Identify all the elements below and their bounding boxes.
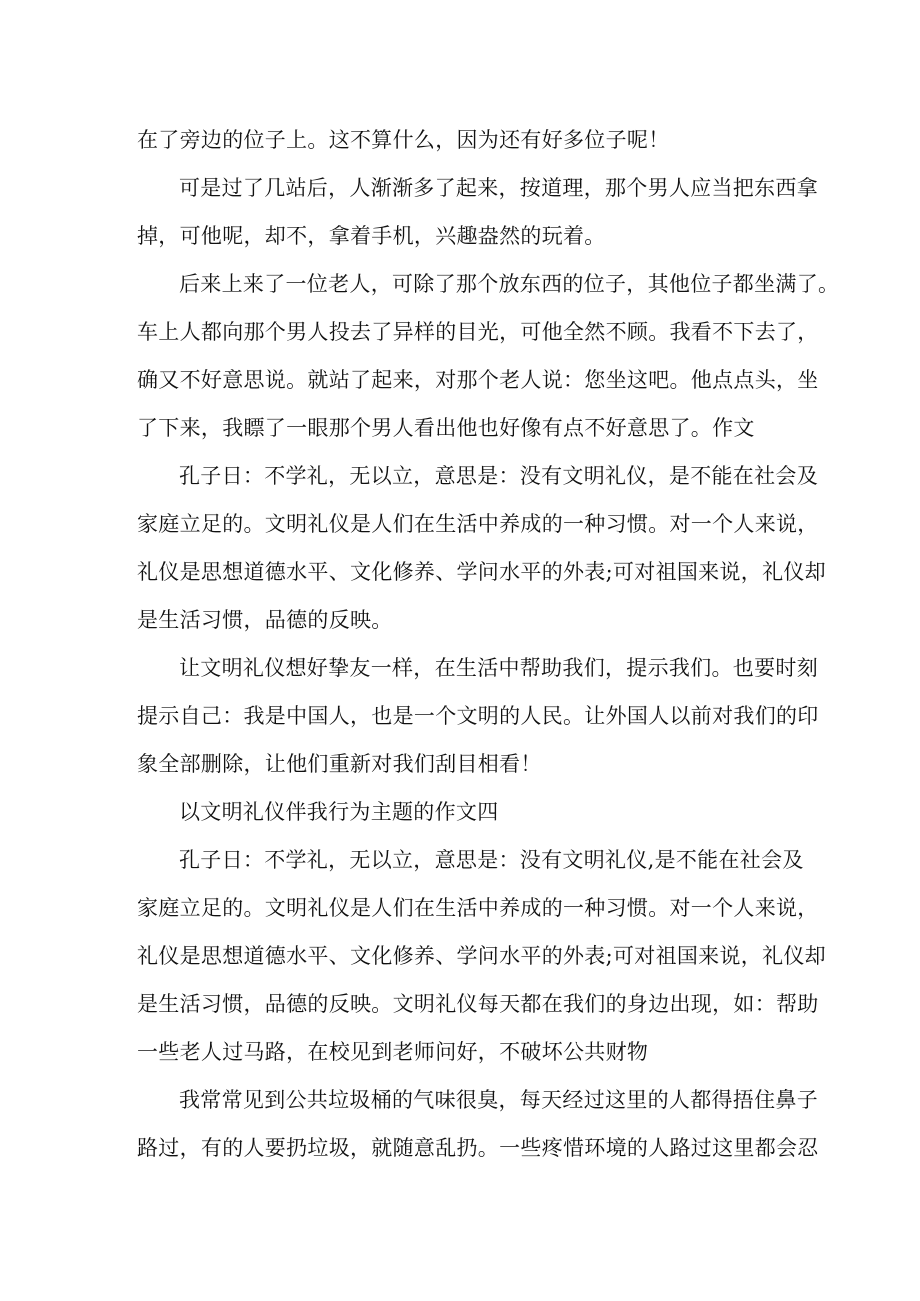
- text-line: 象全部删除，让他们重新对我们刮目相看！: [137, 752, 542, 776]
- paragraph-7: [137, 1076, 819, 1172]
- text-line: 路过，有的人要扔垃圾，就随意乱扔。一些疼惜环境的人路过这里都会忍: [137, 1136, 819, 1160]
- text-line: 了下来，我瞟了一眼那个男人看出他也好像有点不好意思了。作文: [137, 416, 755, 440]
- text-line: 家庭立足的。文明礼仪是人们在生活中养成的一种习惯。对一个人来说，: [137, 896, 819, 920]
- text-line: 在了旁边的位子上。这不算什么，因为还有好多位子呢！: [137, 128, 670, 152]
- text-line: 孔子日：不学礼，无以立，意思是：没有文明礼仪，是不能在社会及: [179, 464, 818, 488]
- paragraph-1: [137, 116, 792, 164]
- text-line: 我常常见到公共垃圾桶的气味很臭，每天经过这里的人都得捂住鼻子: [179, 1088, 818, 1112]
- document-body: [137, 116, 840, 1172]
- section-heading: [137, 788, 792, 836]
- paragraph-4: [137, 452, 826, 644]
- text-line: 后来上来了一位老人，可除了那个放东西的位子，其他位子都坐满了。: [179, 272, 840, 296]
- text-line: 孔子日：不学礼，无以立，意思是：没有文明礼仪,是不能在社会及: [179, 848, 804, 872]
- text-line: 提示自己：我是中国人，也是一个文明的人民。让外国人以前对我们的印: [137, 704, 819, 728]
- text-line: 礼仪是思想道德水平、文化修养、学问水平的外表;可对祖国来说，礼仪却: [137, 944, 826, 968]
- text-line: 确又不好意思说。就站了起来，对那个老人说：您坐这吧。他点点头，坐: [137, 368, 819, 392]
- paragraph-6: [137, 836, 826, 1076]
- text-line: 掉，可他呢，却不，拿着手机，兴趣盎然的玩着。: [137, 224, 606, 248]
- text-line: 可是过了几站后，人渐渐多了起来，按道理，那个男人应当把东西拿: [179, 176, 818, 200]
- text-line: 让文明礼仪想好挚友一样，在生活中帮助我们，提示我们。也要时刻: [179, 656, 818, 680]
- paragraph-5: [137, 644, 819, 788]
- paragraph-3: [137, 260, 840, 452]
- text-line: 以文明礼仪伴我行为主题的作文四: [179, 800, 499, 824]
- text-line: 是生活习惯，品德的反映。文明礼仪每天都在我们的身边出现，如：帮助: [137, 992, 819, 1016]
- text-line: 礼仪是思想道德水平、文化修养、学问水平的外表;可对祖国来说，礼仪却: [137, 560, 826, 584]
- text-line: 是生活习惯，品德的反映。: [137, 608, 393, 632]
- text-line: 一些老人过马路，在校见到老师问好，不破坏公共财物: [137, 1040, 649, 1064]
- text-line: 车上人都向那个男人投去了异样的目光，可他全然不顾。我看不下去了，: [137, 320, 819, 344]
- paragraph-2: [137, 164, 818, 260]
- text-line: 家庭立足的。文明礼仪是人们在生活中养成的一种习惯。对一个人来说，: [137, 512, 819, 536]
